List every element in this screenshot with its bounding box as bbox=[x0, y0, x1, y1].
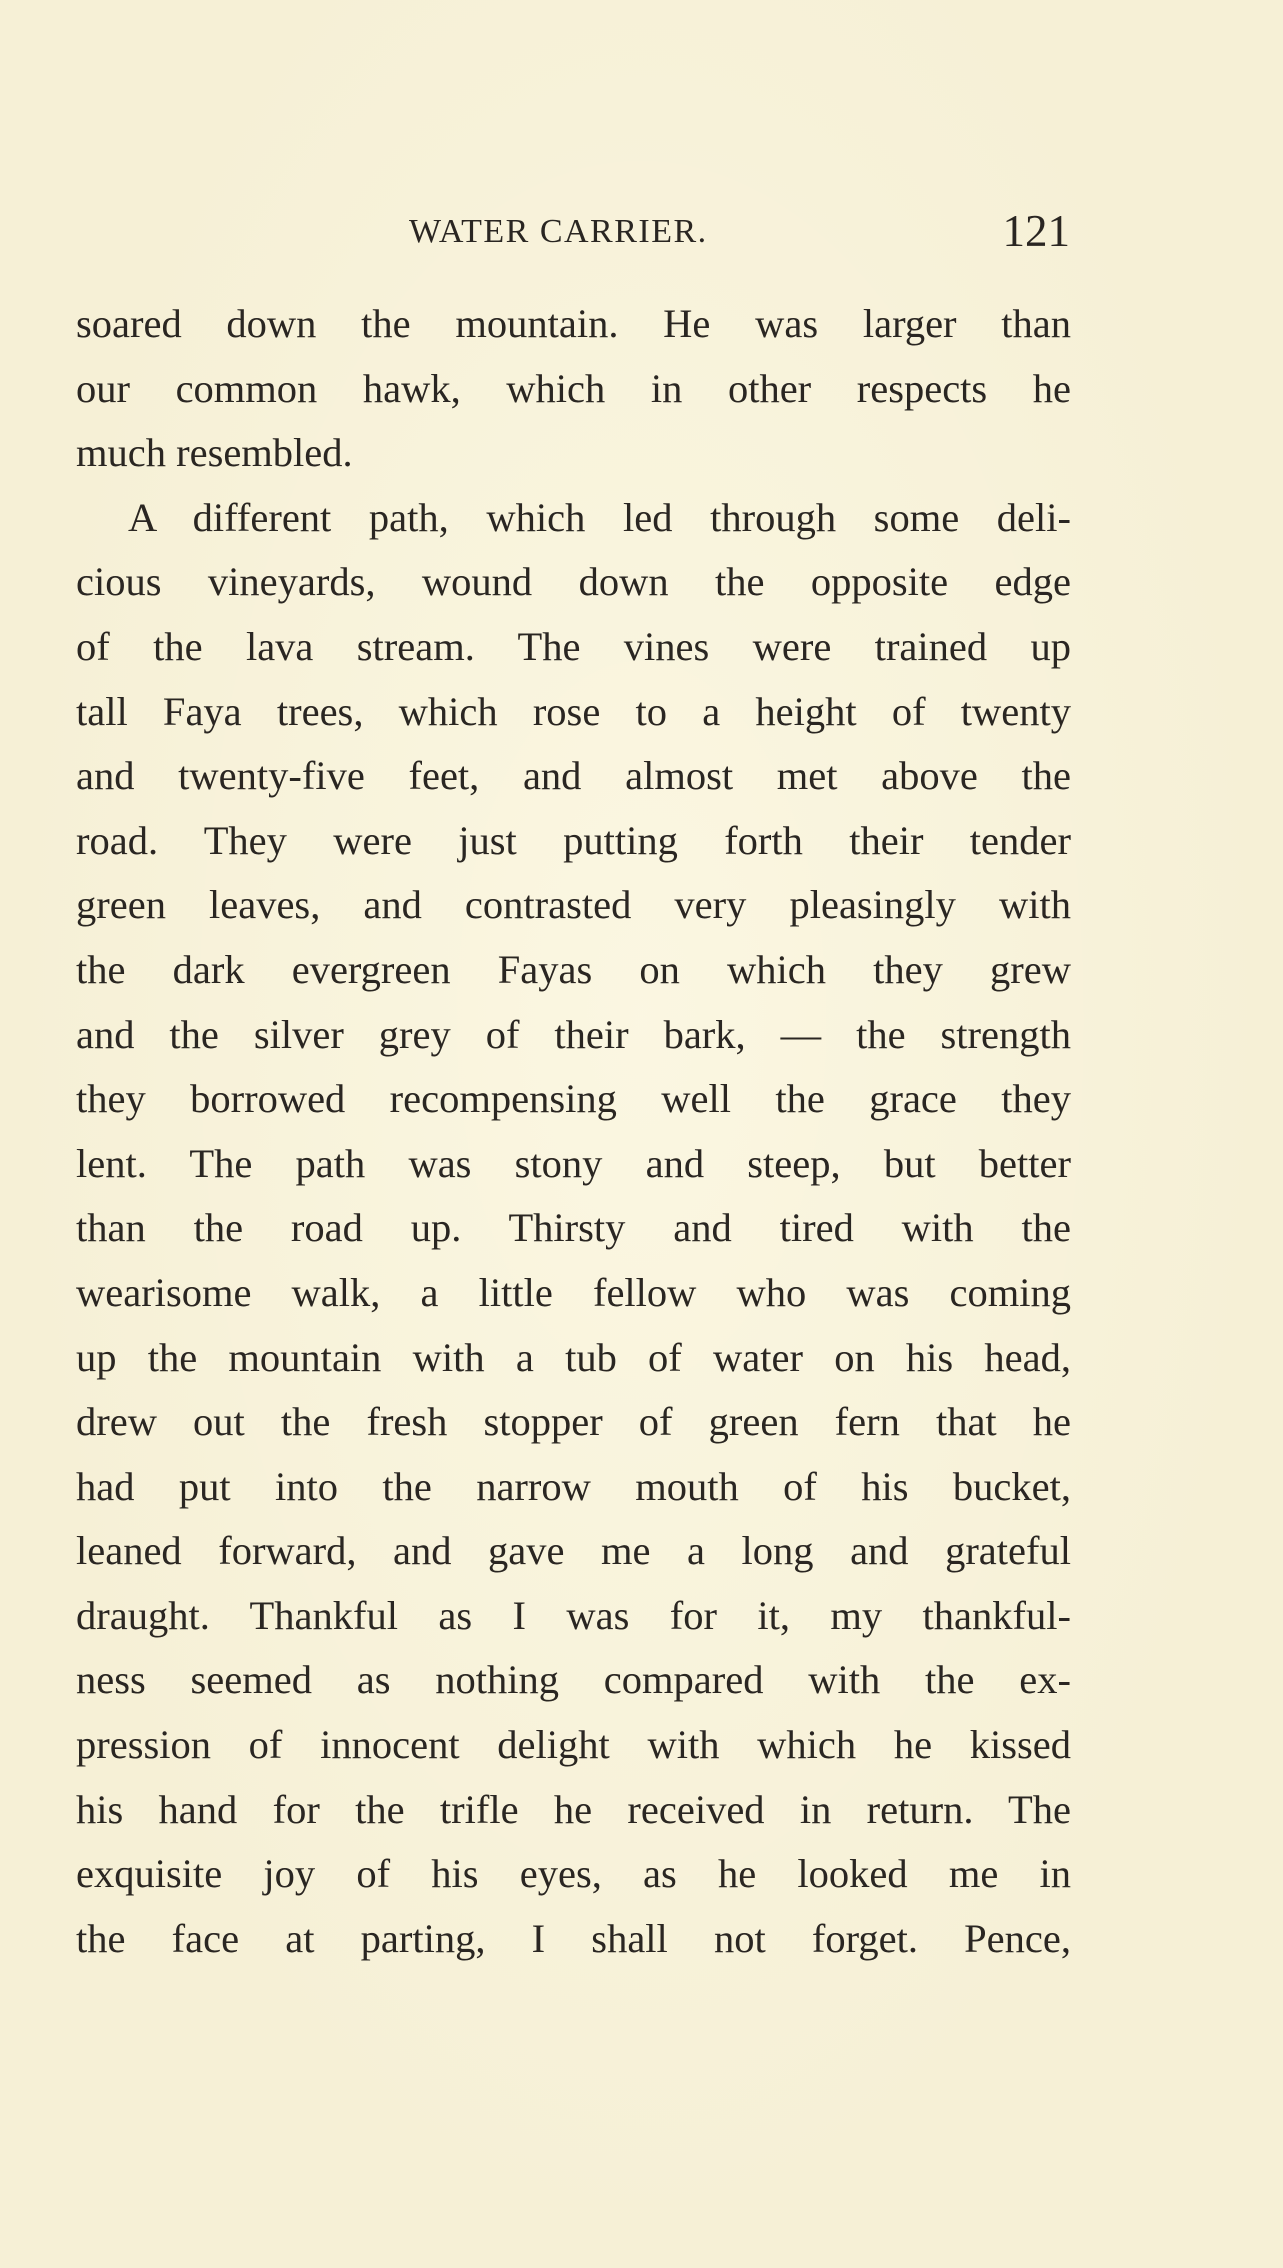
text-line: of the lava stream. The vines were trained up bbox=[76, 623, 1071, 669]
text-line: exquisite joy of his eyes, as he looked me in bbox=[76, 1851, 1071, 1897]
text-line: much resembled. bbox=[76, 430, 353, 476]
text-line: leaned forward, and gave me a long and grateful bbox=[76, 1528, 1071, 1574]
text-line: up the mountain with a tub of water on his head, bbox=[76, 1334, 1071, 1380]
text-line: than the road up. Thirsty and tired with the bbox=[76, 1205, 1071, 1251]
page-header bbox=[75, 205, 1070, 275]
text-line: pression of innocent delight with which he kissed bbox=[76, 1722, 1071, 1768]
page-number: 121 bbox=[1002, 206, 1070, 256]
text-line: the dark evergreen Fayas on which they grew bbox=[76, 946, 1071, 992]
text-line: had put into the narrow mouth of his bucket, bbox=[76, 1463, 1071, 1509]
text-line: the face at parting, I shall not forget. Pence, bbox=[76, 1915, 1071, 1961]
text-line: and twenty-five feet, and almost met above the bbox=[76, 753, 1071, 799]
text-line: draught. Thankful as I was for it, my thankful- bbox=[76, 1592, 1071, 1638]
text-line: road. They were just putting forth their tender bbox=[76, 817, 1071, 863]
body-text bbox=[76, 292, 1071, 1971]
text-line: ness seemed as nothing compared with the ex- bbox=[76, 1657, 1071, 1703]
text-line: wearisome walk, a little fellow who was coming bbox=[76, 1269, 1071, 1315]
text-line: soared down the mountain. He was larger than bbox=[76, 301, 1071, 346]
text-line: drew out the fresh stopper of green fern that he bbox=[76, 1399, 1071, 1445]
text-line: cious vineyards, wound down the opposite edge bbox=[76, 559, 1071, 605]
text-line: A different path, which led through some deli- bbox=[128, 494, 1071, 540]
text-line: tall Faya trees, which rose to a height of twenty bbox=[76, 688, 1071, 734]
text-line: his hand for the trifle he received in return. The bbox=[76, 1786, 1071, 1832]
text-line: lent. The path was stony and steep, but better bbox=[76, 1140, 1071, 1186]
text-line: and the silver grey of their bark, — the strength bbox=[76, 1011, 1071, 1057]
text-line: our common hawk, which in other respects he bbox=[76, 365, 1071, 411]
text-line: they borrowed recompensing well the grace they bbox=[76, 1076, 1071, 1122]
running-title: WATER CARRIER. bbox=[409, 213, 708, 250]
text-line: green leaves, and contrasted very pleasingly with bbox=[76, 882, 1071, 928]
